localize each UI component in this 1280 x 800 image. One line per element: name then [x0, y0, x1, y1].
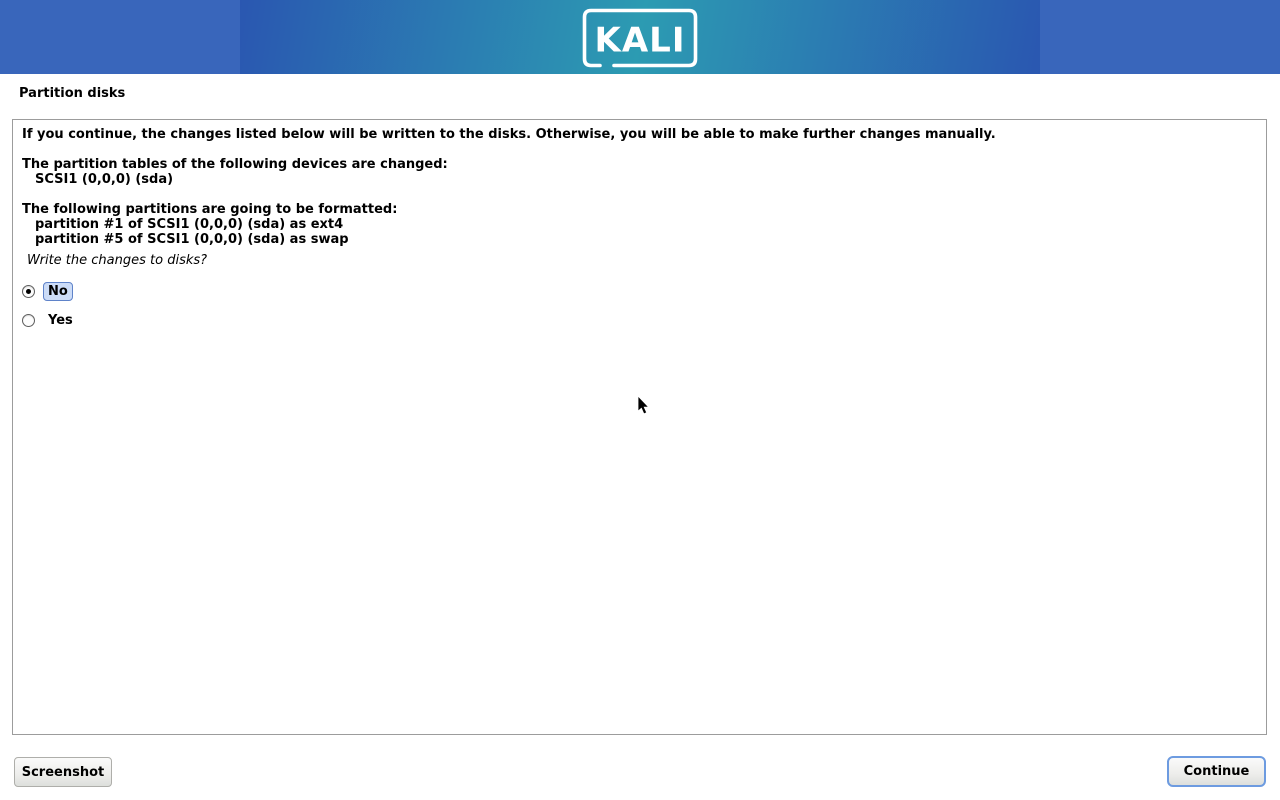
- format-item: partition #5 of SCSI1 (0,0,0) (sda) as swap: [35, 232, 349, 247]
- format-item: partition #1 of SCSI1 (0,0,0) (sda) as ext4: [35, 217, 344, 232]
- changed-device-item: SCSI1 (0,0,0) (sda): [35, 172, 174, 187]
- continue-button[interactable]: Continue: [1167, 756, 1266, 787]
- radio-yes-label[interactable]: Yes: [48, 312, 73, 328]
- format-heading: The following partitions are going to be formatted:: [22, 202, 398, 217]
- page-title: Partition disks: [19, 86, 126, 101]
- intro-text: If you continue, the changes listed below will be written to the disks. Otherwise, you will be able to make further changes manually.: [22, 127, 996, 142]
- write-changes-question: Write the changes to disks?: [27, 253, 208, 268]
- changed-devices-heading: The partition tables of the following devices are changed:: [22, 157, 448, 172]
- radio-option-yes[interactable]: [22, 310, 1254, 330]
- radio-no-label[interactable]: No: [43, 282, 73, 301]
- partition-dialog: [12, 119, 1267, 735]
- kali-logo-text: KALI: [594, 20, 686, 61]
- top-banner: [0, 0, 1280, 74]
- radio-option-no[interactable]: [22, 281, 1254, 301]
- kali-logo: [582, 8, 698, 68]
- radio-button-icon[interactable]: [22, 314, 35, 327]
- radio-button-icon[interactable]: [22, 285, 35, 298]
- screenshot-button[interactable]: Screenshot: [14, 757, 112, 787]
